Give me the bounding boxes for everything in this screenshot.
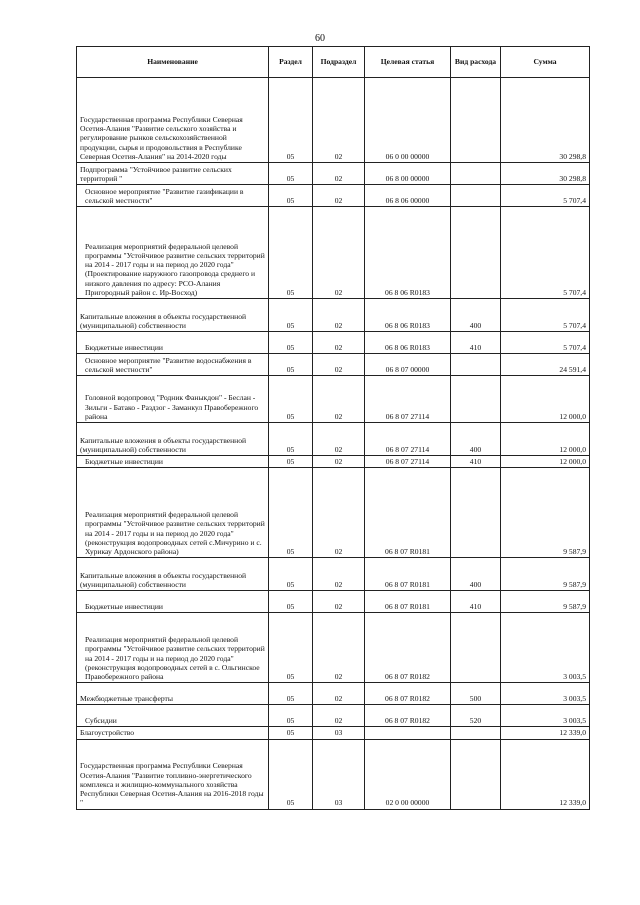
row-subsection: 02 <box>313 423 365 456</box>
row-expense-type <box>451 468 501 558</box>
row-subsection: 02 <box>313 207 365 299</box>
row-expense-type: 400 <box>451 558 501 591</box>
row-section: 05 <box>269 185 313 207</box>
row-subsection: 03 <box>313 727 365 739</box>
row-expense-type <box>451 613 501 683</box>
row-name: Государственная программа Республики Северная Осетия-Алания "Развитие сельского хозяйства и регулирование рынков сельскохозяйственной продукции, сырья и продовольствия в Республике Северная Осетия-Алания" на 2014-2020 годы <box>77 78 269 163</box>
row-target-article: 06 8 06 R0183 <box>365 299 451 332</box>
row-name: Благоустройство <box>77 727 269 739</box>
row-subsection: 02 <box>313 78 365 163</box>
row-expense-type <box>451 354 501 376</box>
row-name: Подпрограмма "Устойчивое развитие сельских территорий " <box>77 163 269 185</box>
row-subsection: 03 <box>313 739 365 809</box>
row-section: 05 <box>269 299 313 332</box>
row-section: 05 <box>269 456 313 468</box>
row-sum: 12 339,0 <box>501 727 590 739</box>
row-section: 05 <box>269 78 313 163</box>
row-sum: 5 707,4 <box>501 299 590 332</box>
row-section: 05 <box>269 376 313 423</box>
row-section: 05 <box>269 163 313 185</box>
table-row <box>77 456 590 468</box>
row-target-article: 06 8 07 27114 <box>365 423 451 456</box>
row-section: 05 <box>269 727 313 739</box>
row-section: 05 <box>269 423 313 456</box>
row-sum: 3 003,5 <box>501 683 590 705</box>
table-row <box>77 376 590 423</box>
row-sum: 5 707,4 <box>501 207 590 299</box>
row-name: Реализация мероприятий федеральной целевой программы "Устойчивое развитие сельских территорий на 2014 - 2017 годы и на период до 2020 года" (реконструкция водопроводных сетей в с. Ольгинское Правобережного района <box>77 613 269 683</box>
row-sum: 9 587,9 <box>501 558 590 591</box>
header-name: Наименование <box>77 47 269 78</box>
row-name: Государственная программа Республики Северная Осетия-Алания "Развитие топливно-энергетического комплекса и жилищно-коммунального хозяйства Республики Северная Осетия-Алания на 2016-2018 годы " <box>77 739 269 809</box>
row-sum: 3 003,5 <box>501 705 590 727</box>
row-subsection: 02 <box>313 683 365 705</box>
row-target-article: 06 8 07 00000 <box>365 354 451 376</box>
table-row <box>77 354 590 376</box>
row-subsection: 02 <box>313 354 365 376</box>
row-sum: 9 587,9 <box>501 591 590 613</box>
row-target-article: 06 8 00 00000 <box>365 163 451 185</box>
row-name: Реализация мероприятий федеральной целевой программы "Устойчивое развитие сельских территорий на 2014 - 2017 годы и на период до 2020 года" (Проектирование наружного газопровода среднего и низкого давления по адресу: РСО-Алания Пригородный район с. Ир-Восход) <box>77 207 269 299</box>
header-sum: Сумма <box>501 47 590 78</box>
row-sum: 5 707,4 <box>501 332 590 354</box>
row-section: 05 <box>269 558 313 591</box>
row-expense-type <box>451 185 501 207</box>
row-name: Субсидии <box>77 705 269 727</box>
row-name: Головной водопровод "Родник Фаныкдон" - Беслан - Зильги - Батако - Раздзог - Заманкул Правобережного района <box>77 376 269 423</box>
row-expense-type <box>451 739 501 809</box>
row-name: Межбюджетные трансферты <box>77 683 269 705</box>
row-sum: 12 000,0 <box>501 376 590 423</box>
row-target-article: 06 8 07 27114 <box>365 376 451 423</box>
table-row <box>77 163 590 185</box>
row-subsection: 02 <box>313 299 365 332</box>
header-target-article: Целевая статья <box>365 47 451 78</box>
row-section: 05 <box>269 683 313 705</box>
header-subsection: Подраздел <box>313 47 365 78</box>
table-row <box>77 185 590 207</box>
row-name: Основное мероприятие "Развитие газификации в сельской местности" <box>77 185 269 207</box>
row-target-article: 06 8 07 27114 <box>365 456 451 468</box>
row-sum: 9 587,9 <box>501 468 590 558</box>
row-subsection: 02 <box>313 705 365 727</box>
row-expense-type <box>451 207 501 299</box>
header-section: Раздел <box>269 47 313 78</box>
row-name: Бюджетные инвестиции <box>77 591 269 613</box>
row-sum: 12 339,0 <box>501 739 590 809</box>
row-subsection: 02 <box>313 332 365 354</box>
row-expense-type <box>451 376 501 423</box>
table-row <box>77 332 590 354</box>
row-target-article: 06 8 07 R0182 <box>365 705 451 727</box>
row-name: Капитальные вложения в объекты государственной (муниципальной) собственности <box>77 299 269 332</box>
row-expense-type: 410 <box>451 332 501 354</box>
row-sum: 30 298,8 <box>501 163 590 185</box>
row-section: 05 <box>269 354 313 376</box>
row-expense-type <box>451 163 501 185</box>
row-expense-type: 500 <box>451 683 501 705</box>
row-section: 05 <box>269 332 313 354</box>
row-expense-type: 410 <box>451 591 501 613</box>
header-expense-type: Вид расхода <box>451 47 501 78</box>
row-expense-type <box>451 78 501 163</box>
table-row <box>77 613 590 683</box>
table-row <box>77 423 590 456</box>
row-sum: 12 000,0 <box>501 423 590 456</box>
row-sum: 30 298,8 <box>501 78 590 163</box>
row-target-article: 06 0 00 00000 <box>365 78 451 163</box>
row-subsection: 02 <box>313 163 365 185</box>
row-section: 05 <box>269 739 313 809</box>
table-row <box>77 207 590 299</box>
row-expense-type: 400 <box>451 423 501 456</box>
row-target-article: 06 8 06 R0183 <box>365 332 451 354</box>
row-subsection: 02 <box>313 376 365 423</box>
row-section: 05 <box>269 705 313 727</box>
row-name: Капитальные вложения в объекты государственной (муниципальной) собственности <box>77 558 269 591</box>
table-row <box>77 705 590 727</box>
row-target-article: 06 8 07 R0181 <box>365 468 451 558</box>
row-section: 05 <box>269 613 313 683</box>
budget-table <box>76 46 590 810</box>
row-target-article: 06 8 07 R0181 <box>365 558 451 591</box>
row-target-article: 06 8 07 R0181 <box>365 591 451 613</box>
table-row <box>77 683 590 705</box>
row-sum: 12 000,0 <box>501 456 590 468</box>
row-target-article: 06 8 07 R0182 <box>365 613 451 683</box>
row-section: 05 <box>269 207 313 299</box>
row-name: Основное мероприятие "Развитие водоснабжения в сельской местности" <box>77 354 269 376</box>
row-name: Реализация мероприятий федеральной целевой программы "Устойчивое развитие сельских территорий на 2014 - 2017 годы и на период до 2020 года" (реконструкция водопроводных сетей с.Мичурино и с. Хурикау Ардонского района) <box>77 468 269 558</box>
row-sum: 24 591,4 <box>501 354 590 376</box>
row-subsection: 02 <box>313 185 365 207</box>
row-name: Бюджетные инвестиции <box>77 456 269 468</box>
row-target-article: 02 0 00 00000 <box>365 739 451 809</box>
row-section: 05 <box>269 591 313 613</box>
row-expense-type <box>451 727 501 739</box>
row-expense-type: 520 <box>451 705 501 727</box>
table-row <box>77 78 590 163</box>
row-sum: 3 003,5 <box>501 613 590 683</box>
row-expense-type: 400 <box>451 299 501 332</box>
table-row <box>77 591 590 613</box>
row-subsection: 02 <box>313 558 365 591</box>
row-expense-type: 410 <box>451 456 501 468</box>
row-name: Капитальные вложения в объекты государственной (муниципальной) собственности <box>77 423 269 456</box>
row-target-article: 06 8 06 R0183 <box>365 207 451 299</box>
row-name: Бюджетные инвестиции <box>77 332 269 354</box>
table-row <box>77 299 590 332</box>
row-target-article <box>365 727 451 739</box>
row-subsection: 02 <box>313 468 365 558</box>
row-section: 05 <box>269 468 313 558</box>
row-subsection: 02 <box>313 613 365 683</box>
table-row <box>77 739 590 809</box>
table-header-row <box>77 47 590 78</box>
row-target-article: 06 8 07 R0182 <box>365 683 451 705</box>
row-subsection: 02 <box>313 591 365 613</box>
table-row <box>77 558 590 591</box>
row-target-article: 06 8 06 00000 <box>365 185 451 207</box>
page-number: 60 <box>315 33 325 44</box>
table-row <box>77 727 590 739</box>
row-sum: 5 707,4 <box>501 185 590 207</box>
table-row <box>77 468 590 558</box>
row-subsection: 02 <box>313 456 365 468</box>
